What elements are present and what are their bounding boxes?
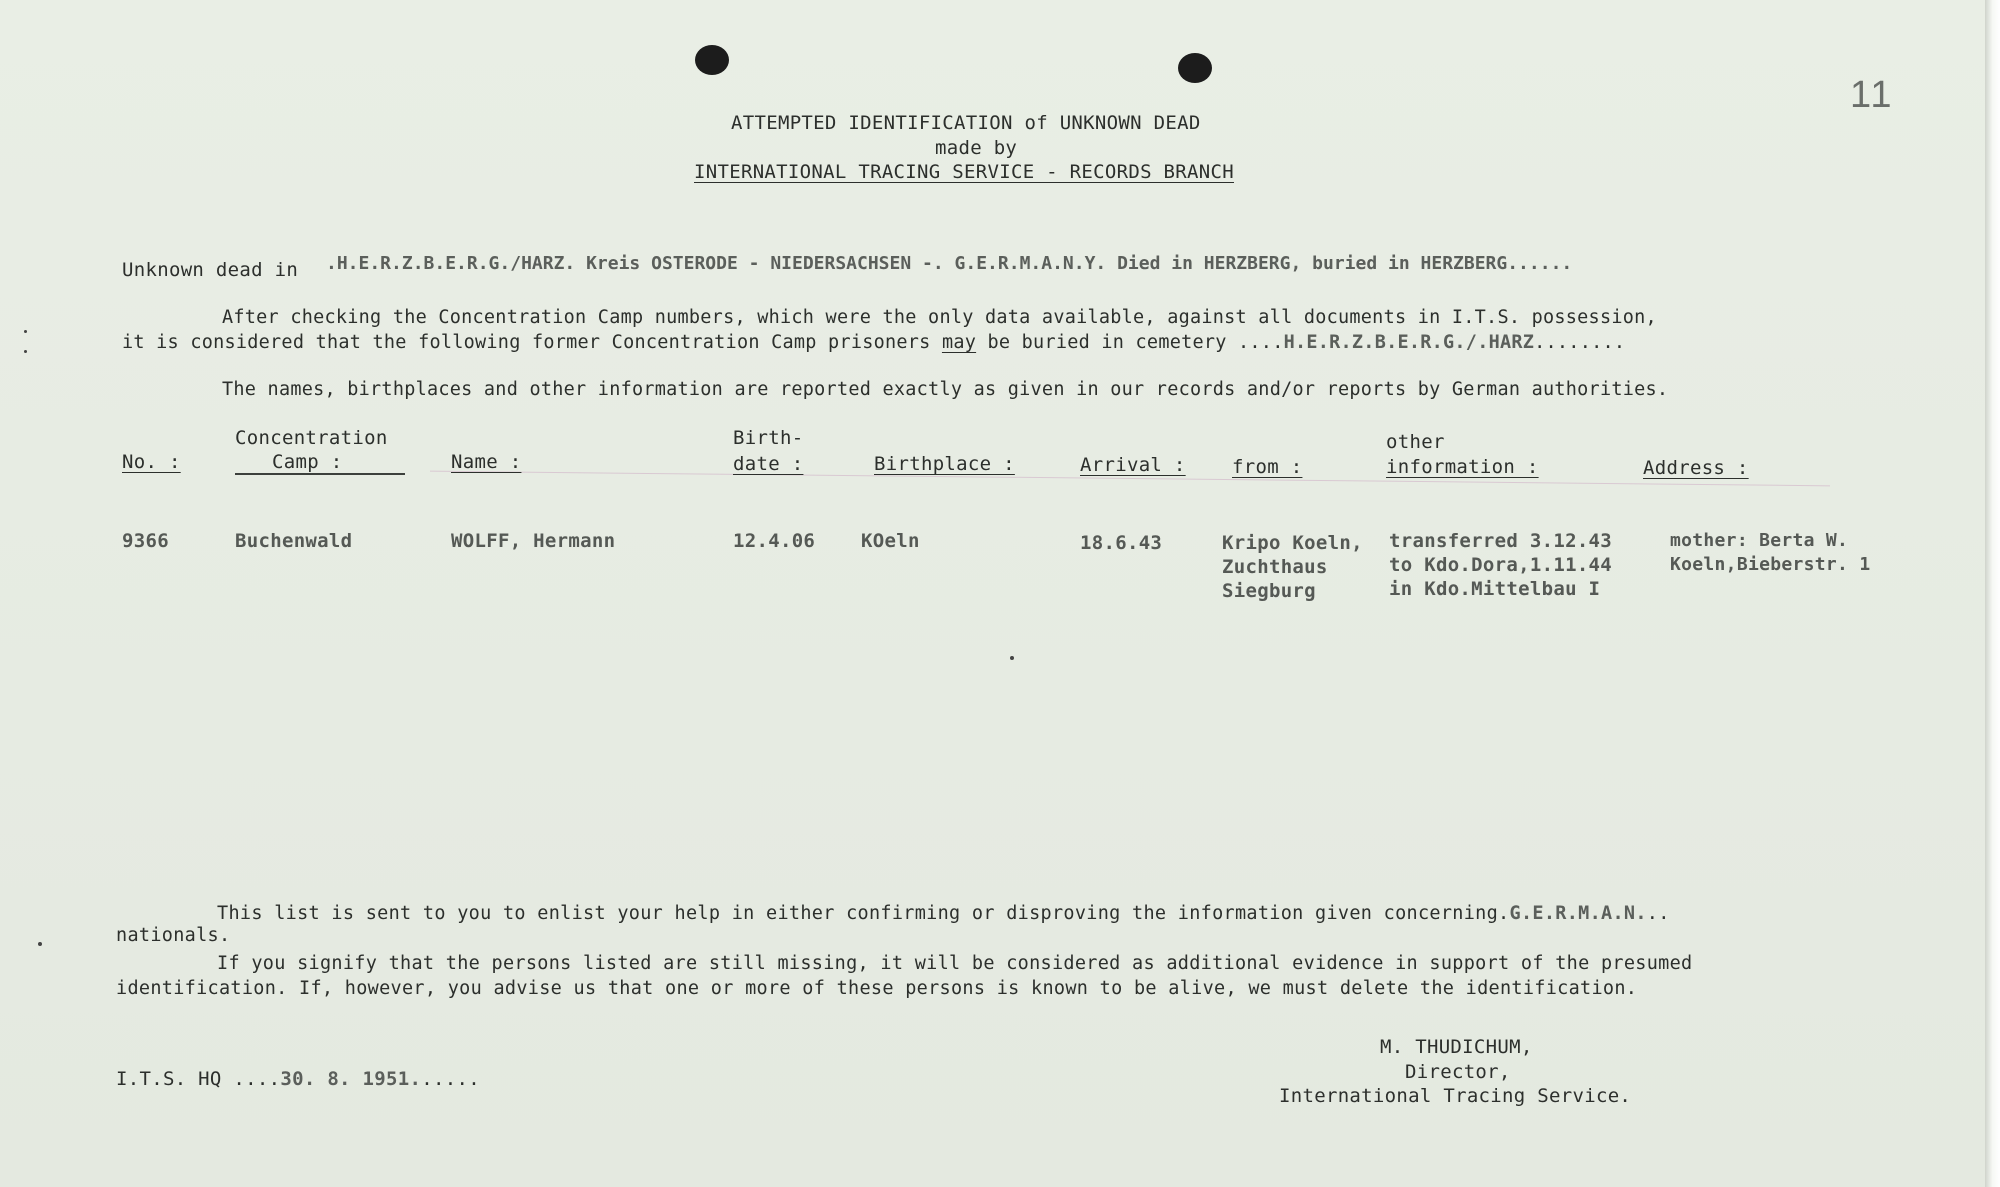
scan-edge (1985, 0, 2000, 1187)
punch-hole-right (1178, 53, 1212, 83)
cell-address-1: mother: Berta W. (1670, 530, 1849, 551)
hq-line (116, 1068, 480, 1090)
signature-org: International Tracing Service. (1279, 1085, 1632, 1107)
cell-from-3: Siegburg (1222, 580, 1316, 602)
col-header-birthplace: Birthplace : (874, 453, 1015, 475)
col-header-camp-2: Camp : (272, 451, 343, 473)
col-header-from: from : (1232, 456, 1303, 478)
col-header-no: No. : (122, 451, 181, 473)
cell-from-2: Zuchthaus (1222, 556, 1328, 578)
cell-from-1: Kripo Koeln, (1222, 532, 1363, 554)
hq-label: I.T.S. HQ .... (116, 1068, 281, 1090)
nationality-stamp: G.E.R.M.A.N. (1509, 903, 1647, 924)
closing-line-4: identification. If, however, you advise us that one or more of these persons is known to be alive, we must delete the identification. (116, 978, 1638, 999)
hq-date: 30. 8. 1951. (280, 1068, 422, 1090)
col-header-name: Name : (451, 451, 522, 473)
cemetery-dots: ........ (1534, 332, 1626, 353)
cell-no: 9366 (122, 530, 169, 552)
cell-name: WOLFF, Hermann (451, 530, 616, 552)
hq-dots: ..... (421, 1068, 480, 1090)
punch-hole-left (695, 45, 729, 75)
speck (38, 942, 42, 946)
col-header-birth-1: Birth- (733, 427, 804, 449)
closing-line-2: nationals. (116, 925, 231, 946)
col-header-birth-2: date : (733, 453, 804, 475)
closing-line-3: If you signify that the persons listed are still missing, it will be considered as additional evidence in support of the presumed (217, 953, 1693, 974)
title-line-3: INTERNATIONAL TRACING SERVICE - RECORDS BRANCH (694, 161, 1234, 183)
col-header-other-1: other (1386, 431, 1445, 453)
title-line-2: made by (935, 137, 1018, 159)
speck (24, 330, 27, 333)
paragraph-1-line-2-end: be buried in cemetery .... (987, 332, 1284, 353)
paragraph-1-line-1: After checking the Concentration Camp numbers, which were the only data available, against all documents in I.T.S. possession, (222, 307, 1657, 328)
paragraph-2: The names, birthplaces and other information are reported exactly as given in our records and/or reports by German authorities. (222, 379, 1669, 400)
cemetery-name: H.E.R.Z.B.E.R.G./.HARZ (1283, 332, 1535, 353)
cell-address-2: Koeln,Bieberstr. 1 (1670, 554, 1871, 575)
nationality-dots: .. (1646, 903, 1670, 924)
signature-role: Director, (1405, 1061, 1511, 1083)
paragraph-1-line-2-start: it is considered that the following former Concentration Camp prisoners (122, 332, 931, 353)
col-header-camp-1: Concentration (235, 427, 388, 449)
cell-birthplace: KOeln (861, 530, 920, 552)
page-number: 11 (1850, 74, 1894, 116)
col-header-other-2: information : (1386, 456, 1539, 478)
cell-camp: Buchenwald (235, 530, 353, 552)
closing-line-1-text: This list is sent to you to enlist your help in either confirming or disproving the information given concerning. (217, 903, 1510, 924)
cell-other-1: transferred 3.12.43 (1389, 530, 1613, 552)
speck (24, 350, 27, 353)
col-header-address: Address : (1643, 457, 1749, 479)
cell-other-2: to Kdo.Dora,1.11.44 (1389, 554, 1613, 576)
unknown-dead-location: .H.E.R.Z.B.E.R.G./HARZ. Kreis OSTERODE - NIEDERSACHSEN -. G.E.R.M.A.N.Y. Died in HERZBERG, buried in HERZBERG...... (326, 253, 1573, 274)
unknown-dead-label: Unknown dead in (122, 259, 299, 281)
paragraph-1-line-2 (122, 332, 1625, 353)
signature-name: M. THUDICHUM, (1380, 1036, 1533, 1058)
col-header-arrival: Arrival : (1080, 454, 1186, 476)
cell-arrival: 18.6.43 (1080, 532, 1163, 554)
title-line-1: ATTEMPTED IDENTIFICATION of UNKNOWN DEAD (731, 112, 1201, 134)
cell-other-3: in Kdo.Mittelbau I (1389, 578, 1601, 600)
emphasis-may: may (941, 332, 977, 353)
closing-line-1 (217, 903, 1670, 924)
col-header-camp-underline (235, 473, 405, 475)
cell-birthdate: 12.4.06 (733, 530, 816, 552)
speck (1010, 656, 1014, 660)
